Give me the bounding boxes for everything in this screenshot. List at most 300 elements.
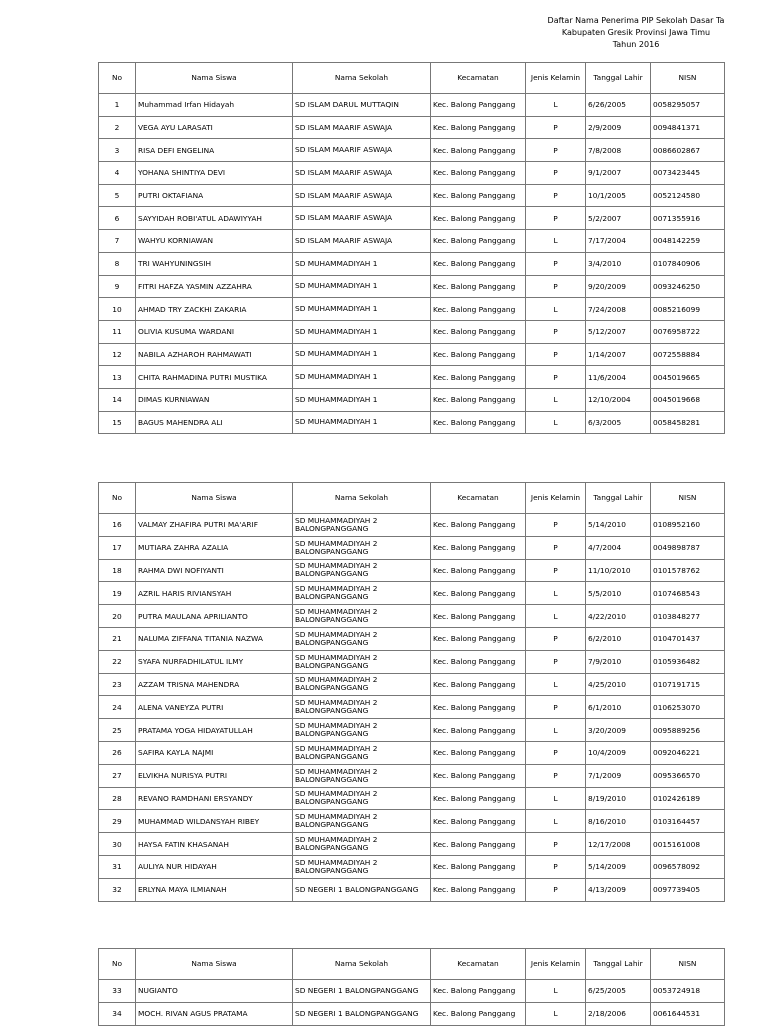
cell-jenis-kelamin: P <box>526 650 586 673</box>
cell-nisn: 0085216099 <box>651 298 725 321</box>
cell-no: 29 <box>99 810 136 833</box>
cell-kecamatan: Kec. Balong Panggang <box>431 980 526 1003</box>
cell-nisn: 0102426189 <box>651 787 725 810</box>
cell-jenis-kelamin: L <box>526 230 586 253</box>
cell-no: 10 <box>99 298 136 321</box>
cell-jenis-kelamin: P <box>526 366 586 389</box>
cell-kecamatan: Kec. Balong Panggang <box>431 536 526 559</box>
cell-nisn: 0061644531 <box>651 1002 725 1025</box>
cell-nisn: 0052124580 <box>651 184 725 207</box>
col-header-nisn: NISN <box>651 483 725 514</box>
cell-nama-siswa: OLIVIA KUSUMA WARDANI <box>136 320 293 343</box>
cell-nama-siswa: AULIYA NUR HIDAYAH <box>136 855 293 878</box>
cell-no: 24 <box>99 696 136 719</box>
col-header-nama-siswa: Nama Siswa <box>136 63 293 94</box>
cell-tanggal-lahir: 5/2/2007 <box>586 207 651 230</box>
cell-tanggal-lahir: 5/5/2010 <box>586 582 651 605</box>
cell-jenis-kelamin: L <box>526 980 586 1003</box>
cell-nama-sekolah: SD ISLAM MAARIF ASWAJA <box>293 184 431 207</box>
table-row <box>99 605 725 628</box>
cell-tanggal-lahir: 10/1/2005 <box>586 184 651 207</box>
cell-nama-siswa: VEGA AYU LARASATI <box>136 116 293 139</box>
cell-tanggal-lahir: 6/1/2010 <box>586 696 651 719</box>
table-header-row <box>99 483 725 514</box>
table-row <box>99 582 725 605</box>
cell-tanggal-lahir: 4/22/2010 <box>586 605 651 628</box>
cell-kecamatan: Kec. Balong Panggang <box>431 1002 526 1025</box>
header-region: Kabupaten Gresik Provinsi Jawa Timu <box>561 28 711 37</box>
cell-jenis-kelamin: P <box>526 207 586 230</box>
cell-no: 16 <box>99 514 136 537</box>
cell-nama-siswa: SAYYIDAH ROBI'ATUL ADAWIYYAH <box>136 207 293 230</box>
cell-tanggal-lahir: 6/25/2005 <box>586 980 651 1003</box>
cell-nama-sekolah: SD MUHAMMADIYAH 1 <box>293 343 431 366</box>
cell-kecamatan: Kec. Balong Panggang <box>431 184 526 207</box>
cell-tanggal-lahir: 9/1/2007 <box>586 162 651 185</box>
col-header-jenis-kelamin: Jenis Kelamin <box>526 63 586 94</box>
table-row <box>99 343 725 366</box>
cell-kecamatan: Kec. Balong Panggang <box>431 366 526 389</box>
cell-jenis-kelamin: L <box>526 582 586 605</box>
col-header-jenis-kelamin: Jenis Kelamin <box>526 483 586 514</box>
table-row <box>99 764 725 787</box>
cell-kecamatan: Kec. Balong Panggang <box>431 162 526 185</box>
cell-jenis-kelamin: P <box>526 116 586 139</box>
cell-kecamatan: Kec. Balong Panggang <box>431 320 526 343</box>
cell-jenis-kelamin: P <box>526 741 586 764</box>
cell-nama-siswa: AHMAD TRY ZACKHI ZAKARIA <box>136 298 293 321</box>
cell-no: 22 <box>99 650 136 673</box>
cell-no: 33 <box>99 980 136 1003</box>
cell-nama-sekolah: SD MUHAMMADIYAH 2 BALONGPANGGANG <box>293 719 431 742</box>
cell-kecamatan: Kec. Balong Panggang <box>431 230 526 253</box>
table-row <box>99 878 725 901</box>
cell-nama-siswa: YOHANA SHINTIYA DEVI <box>136 162 293 185</box>
cell-tanggal-lahir: 5/12/2007 <box>586 320 651 343</box>
cell-tanggal-lahir: 1/14/2007 <box>586 343 651 366</box>
cell-no: 25 <box>99 719 136 742</box>
cell-nama-siswa: CHITA RAHMADINA PUTRI MUSTIKA <box>136 366 293 389</box>
cell-tanggal-lahir: 10/4/2009 <box>586 741 651 764</box>
cell-nama-sekolah: SD MUHAMMADIYAH 2 BALONGPANGGANG <box>293 582 431 605</box>
cell-jenis-kelamin: P <box>526 627 586 650</box>
cell-no: 17 <box>99 536 136 559</box>
cell-nisn: 0071355916 <box>651 207 725 230</box>
document-header <box>480 15 768 51</box>
cell-jenis-kelamin: L <box>526 94 586 117</box>
cell-nama-sekolah: SD MUHAMMADIYAH 1 <box>293 388 431 411</box>
cell-kecamatan: Kec. Balong Panggang <box>431 673 526 696</box>
cell-no: 30 <box>99 833 136 856</box>
cell-nama-siswa: NUGIANTO <box>136 980 293 1003</box>
col-header-nama-siswa: Nama Siswa <box>136 483 293 514</box>
cell-no: 7 <box>99 230 136 253</box>
cell-nisn: 0094841371 <box>651 116 725 139</box>
col-header-tanggal-lahir: Tanggal Lahir <box>586 63 651 94</box>
cell-nama-siswa: MOCH. RIVAN AGUS PRATAMA <box>136 1002 293 1025</box>
cell-nama-sekolah: SD MUHAMMADIYAH 2 BALONGPANGGANG <box>293 605 431 628</box>
table-row <box>99 298 725 321</box>
cell-nama-siswa: NABILA AZHAROH RAHMAWATI <box>136 343 293 366</box>
cell-nama-sekolah: SD MUHAMMADIYAH 1 <box>293 320 431 343</box>
cell-kecamatan: Kec. Balong Panggang <box>431 627 526 650</box>
table-row <box>99 388 725 411</box>
cell-kecamatan: Kec. Balong Panggang <box>431 116 526 139</box>
cell-tanggal-lahir: 12/10/2004 <box>586 388 651 411</box>
cell-nama-sekolah: SD MUHAMMADIYAH 2 BALONGPANGGANG <box>293 810 431 833</box>
cell-kecamatan: Kec. Balong Panggang <box>431 275 526 298</box>
table-row <box>99 207 725 230</box>
cell-jenis-kelamin: L <box>526 1002 586 1025</box>
cell-tanggal-lahir: 11/10/2010 <box>586 559 651 582</box>
cell-kecamatan: Kec. Balong Panggang <box>431 855 526 878</box>
cell-tanggal-lahir: 7/9/2010 <box>586 650 651 673</box>
table-row <box>99 514 725 537</box>
cell-nama-sekolah: SD ISLAM MAARIF ASWAJA <box>293 139 431 162</box>
cell-nisn: 0093246250 <box>651 275 725 298</box>
col-header-nama-sekolah: Nama Sekolah <box>293 63 431 94</box>
recipient-table-3 <box>98 948 725 1026</box>
cell-nama-sekolah: SD ISLAM MAARIF ASWAJA <box>293 162 431 185</box>
cell-no: 2 <box>99 116 136 139</box>
cell-nisn: 0103848277 <box>651 605 725 628</box>
table-row <box>99 94 725 117</box>
cell-nama-siswa: ELVIKHA NURISYA PUTRI <box>136 764 293 787</box>
cell-kecamatan: Kec. Balong Panggang <box>431 741 526 764</box>
cell-no: 5 <box>99 184 136 207</box>
cell-nama-sekolah: SD MUHAMMADIYAH 2 BALONGPANGGANG <box>293 536 431 559</box>
cell-jenis-kelamin: L <box>526 673 586 696</box>
cell-nisn: 0086602867 <box>651 139 725 162</box>
table-row <box>99 650 725 673</box>
cell-nama-siswa: WAHYU KORNIAWAN <box>136 230 293 253</box>
table-row <box>99 230 725 253</box>
cell-no: 31 <box>99 855 136 878</box>
cell-tanggal-lahir: 8/19/2010 <box>586 787 651 810</box>
cell-nama-sekolah: SD ISLAM DARUL MUTTAQIN <box>293 94 431 117</box>
cell-kecamatan: Kec. Balong Panggang <box>431 343 526 366</box>
cell-nama-sekolah: SD MUHAMMADIYAH 1 <box>293 252 431 275</box>
table-body <box>99 514 725 902</box>
cell-nisn: 0058295057 <box>651 94 725 117</box>
cell-nama-siswa: MUTIARA ZAHRA AZALIA <box>136 536 293 559</box>
cell-nama-siswa: SYAFA NURFADHILATUL ILMY <box>136 650 293 673</box>
table-row <box>99 184 725 207</box>
cell-kecamatan: Kec. Balong Panggang <box>431 878 526 901</box>
table-row <box>99 696 725 719</box>
cell-jenis-kelamin: L <box>526 411 586 434</box>
table-row <box>99 810 725 833</box>
cell-tanggal-lahir: 5/14/2009 <box>586 855 651 878</box>
cell-nama-siswa: BAGUS MAHENDRA ALI <box>136 411 293 434</box>
table-body <box>99 94 725 434</box>
cell-nisn: 0107468543 <box>651 582 725 605</box>
col-header-kecamatan: Kecamatan <box>431 63 526 94</box>
cell-nisn: 0015161008 <box>651 833 725 856</box>
cell-nama-siswa: AZZAM TRISNA MAHENDRA <box>136 673 293 696</box>
cell-nisn: 0095889256 <box>651 719 725 742</box>
cell-jenis-kelamin: L <box>526 787 586 810</box>
cell-nisn: 0053724918 <box>651 980 725 1003</box>
cell-no: 15 <box>99 411 136 434</box>
table-row <box>99 411 725 434</box>
cell-nisn: 0049898787 <box>651 536 725 559</box>
cell-kecamatan: Kec. Balong Panggang <box>431 833 526 856</box>
cell-tanggal-lahir: 6/26/2005 <box>586 94 651 117</box>
cell-jenis-kelamin: P <box>526 833 586 856</box>
col-header-nama-sekolah: Nama Sekolah <box>293 949 431 980</box>
cell-no: 21 <box>99 627 136 650</box>
cell-tanggal-lahir: 2/9/2009 <box>586 116 651 139</box>
cell-nama-sekolah: SD NEGERI 1 BALONGPANGGANG <box>293 1002 431 1025</box>
cell-nama-sekolah: SD ISLAM MAARIF ASWAJA <box>293 207 431 230</box>
cell-nama-sekolah: SD MUHAMMADIYAH 2 BALONGPANGGANG <box>293 833 431 856</box>
cell-no: 13 <box>99 366 136 389</box>
table-row <box>99 162 725 185</box>
cell-nama-siswa: VALMAY ZHAFIRA PUTRI MA'ARIF <box>136 514 293 537</box>
cell-nama-sekolah: SD NEGERI 1 BALONGPANGGANG <box>293 878 431 901</box>
cell-nisn: 0104701437 <box>651 627 725 650</box>
cell-nisn: 0105936482 <box>651 650 725 673</box>
cell-no: 23 <box>99 673 136 696</box>
table-row <box>99 719 725 742</box>
cell-kecamatan: Kec. Balong Panggang <box>431 207 526 230</box>
cell-no: 9 <box>99 275 136 298</box>
cell-tanggal-lahir: 6/3/2005 <box>586 411 651 434</box>
cell-jenis-kelamin: P <box>526 514 586 537</box>
cell-jenis-kelamin: P <box>526 343 586 366</box>
cell-no: 4 <box>99 162 136 185</box>
table-row <box>99 741 725 764</box>
cell-nama-sekolah: SD MUHAMMADIYAH 1 <box>293 298 431 321</box>
cell-nama-siswa: RAHMA DWI NOFIYANTI <box>136 559 293 582</box>
table-row <box>99 1002 725 1025</box>
cell-nisn: 0096578092 <box>651 855 725 878</box>
table-row <box>99 855 725 878</box>
cell-nisn: 0058458281 <box>651 411 725 434</box>
header-year: Tahun 2016 <box>612 40 660 49</box>
cell-nama-sekolah: SD MUHAMMADIYAH 2 BALONGPANGGANG <box>293 650 431 673</box>
cell-nisn: 0045019668 <box>651 388 725 411</box>
cell-kecamatan: Kec. Balong Panggang <box>431 252 526 275</box>
cell-kecamatan: Kec. Balong Panggang <box>431 94 526 117</box>
col-header-no: No <box>99 949 136 980</box>
cell-nisn: 0076958722 <box>651 320 725 343</box>
cell-kecamatan: Kec. Balong Panggang <box>431 298 526 321</box>
cell-no: 3 <box>99 139 136 162</box>
cell-nama-siswa: AZRIL HARIS RIVIANSYAH <box>136 582 293 605</box>
cell-no: 34 <box>99 1002 136 1025</box>
cell-kecamatan: Kec. Balong Panggang <box>431 764 526 787</box>
cell-tanggal-lahir: 4/7/2004 <box>586 536 651 559</box>
cell-nama-siswa: PUTRI OKTAFIANA <box>136 184 293 207</box>
cell-jenis-kelamin: L <box>526 719 586 742</box>
cell-tanggal-lahir: 8/16/2010 <box>586 810 651 833</box>
recipient-table-1 <box>98 62 725 434</box>
cell-nisn: 0103164457 <box>651 810 725 833</box>
cell-nisn: 0107840906 <box>651 252 725 275</box>
table-row <box>99 116 725 139</box>
cell-tanggal-lahir: 6/2/2010 <box>586 627 651 650</box>
col-header-nisn: NISN <box>651 63 725 94</box>
cell-nama-sekolah: SD MUHAMMADIYAH 2 BALONGPANGGANG <box>293 559 431 582</box>
cell-no: 28 <box>99 787 136 810</box>
cell-nama-sekolah: SD MUHAMMADIYAH 2 BALONGPANGGANG <box>293 514 431 537</box>
cell-no: 26 <box>99 741 136 764</box>
cell-no: 20 <box>99 605 136 628</box>
table-row <box>99 320 725 343</box>
cell-kecamatan: Kec. Balong Panggang <box>431 582 526 605</box>
cell-tanggal-lahir: 7/8/2008 <box>586 139 651 162</box>
cell-nisn: 0095366570 <box>651 764 725 787</box>
cell-no: 19 <box>99 582 136 605</box>
col-header-jenis-kelamin: Jenis Kelamin <box>526 949 586 980</box>
table-row <box>99 673 725 696</box>
table-row <box>99 252 725 275</box>
col-header-kecamatan: Kecamatan <box>431 483 526 514</box>
col-header-nisn: NISN <box>651 949 725 980</box>
cell-kecamatan: Kec. Balong Panggang <box>431 696 526 719</box>
cell-nama-siswa: Muhammad Irfan Hidayah <box>136 94 293 117</box>
cell-jenis-kelamin: P <box>526 162 586 185</box>
table-row <box>99 559 725 582</box>
cell-kecamatan: Kec. Balong Panggang <box>431 559 526 582</box>
table-row <box>99 366 725 389</box>
cell-nama-siswa: DIMAS KURNIAWAN <box>136 388 293 411</box>
cell-nama-siswa: HAYSA FATIN KHASANAH <box>136 833 293 856</box>
cell-nama-sekolah: SD MUHAMMADIYAH 2 BALONGPANGGANG <box>293 855 431 878</box>
cell-jenis-kelamin: P <box>526 878 586 901</box>
cell-nama-sekolah: SD ISLAM MAARIF ASWAJA <box>293 230 431 253</box>
cell-nisn: 0072558884 <box>651 343 725 366</box>
cell-jenis-kelamin: P <box>526 696 586 719</box>
cell-tanggal-lahir: 11/6/2004 <box>586 366 651 389</box>
table-header-row <box>99 63 725 94</box>
cell-nama-sekolah: SD MUHAMMADIYAH 1 <box>293 275 431 298</box>
cell-jenis-kelamin: P <box>526 139 586 162</box>
cell-nama-siswa: SAFIRA KAYLA NAJMI <box>136 741 293 764</box>
table-row <box>99 275 725 298</box>
col-header-tanggal-lahir: Tanggal Lahir <box>586 949 651 980</box>
cell-kecamatan: Kec. Balong Panggang <box>431 605 526 628</box>
cell-nama-siswa: PRATAMA YOGA HIDAYATULLAH <box>136 719 293 742</box>
cell-kecamatan: Kec. Balong Panggang <box>431 787 526 810</box>
table-row <box>99 139 725 162</box>
cell-tanggal-lahir: 3/4/2010 <box>586 252 651 275</box>
cell-jenis-kelamin: P <box>526 764 586 787</box>
cell-no: 8 <box>99 252 136 275</box>
table-row <box>99 536 725 559</box>
cell-nama-sekolah: SD MUHAMMADIYAH 1 <box>293 411 431 434</box>
table-row <box>99 833 725 856</box>
cell-jenis-kelamin: P <box>526 275 586 298</box>
cell-nama-sekolah: SD MUHAMMADIYAH 2 BALONGPANGGANG <box>293 787 431 810</box>
cell-tanggal-lahir: 7/17/2004 <box>586 230 651 253</box>
cell-nama-siswa: ERLYNA MAYA ILMIANAH <box>136 878 293 901</box>
cell-jenis-kelamin: L <box>526 810 586 833</box>
cell-nisn: 0048142259 <box>651 230 725 253</box>
cell-nisn: 0097739405 <box>651 878 725 901</box>
col-header-no: No <box>99 483 136 514</box>
cell-nama-siswa: ALENA VANEYZA PUTRI <box>136 696 293 719</box>
cell-nama-siswa: MUHAMMAD WILDANSYAH RIBEY <box>136 810 293 833</box>
col-header-kecamatan: Kecamatan <box>431 949 526 980</box>
cell-no: 1 <box>99 94 136 117</box>
cell-jenis-kelamin: P <box>526 320 586 343</box>
cell-jenis-kelamin: P <box>526 559 586 582</box>
cell-tanggal-lahir: 7/1/2009 <box>586 764 651 787</box>
cell-no: 11 <box>99 320 136 343</box>
cell-nisn: 0106253070 <box>651 696 725 719</box>
cell-nisn: 0108952160 <box>651 514 725 537</box>
col-header-nama-sekolah: Nama Sekolah <box>293 483 431 514</box>
cell-kecamatan: Kec. Balong Panggang <box>431 139 526 162</box>
table-row <box>99 980 725 1003</box>
cell-kecamatan: Kec. Balong Panggang <box>431 810 526 833</box>
cell-tanggal-lahir: 7/24/2008 <box>586 298 651 321</box>
cell-nama-sekolah: SD ISLAM MAARIF ASWAJA <box>293 116 431 139</box>
cell-tanggal-lahir: 12/17/2008 <box>586 833 651 856</box>
cell-nisn: 0101578762 <box>651 559 725 582</box>
cell-kecamatan: Kec. Balong Panggang <box>431 411 526 434</box>
cell-jenis-kelamin: P <box>526 536 586 559</box>
cell-nama-siswa: FITRI HAFZA YASMIN AZZAHRA <box>136 275 293 298</box>
cell-nama-siswa: RISA DEFI ENGELINA <box>136 139 293 162</box>
cell-nisn: 0073423445 <box>651 162 725 185</box>
cell-no: 14 <box>99 388 136 411</box>
table-row <box>99 627 725 650</box>
cell-nisn: 0045019665 <box>651 366 725 389</box>
cell-nama-sekolah: SD MUHAMMADIYAH 2 BALONGPANGGANG <box>293 764 431 787</box>
recipient-table-2 <box>98 482 725 902</box>
cell-jenis-kelamin: P <box>526 252 586 275</box>
cell-nama-sekolah: SD MUHAMMADIYAH 2 BALONGPANGGANG <box>293 741 431 764</box>
cell-kecamatan: Kec. Balong Panggang <box>431 514 526 537</box>
cell-no: 12 <box>99 343 136 366</box>
cell-no: 6 <box>99 207 136 230</box>
cell-nama-siswa: NALUMA ZIFFANA TITANIA NAZWA <box>136 627 293 650</box>
cell-tanggal-lahir: 3/20/2009 <box>586 719 651 742</box>
table-header-row <box>99 949 725 980</box>
col-header-tanggal-lahir: Tanggal Lahir <box>586 483 651 514</box>
cell-nisn: 0092046221 <box>651 741 725 764</box>
cell-nama-sekolah: SD NEGERI 1 BALONGPANGGANG <box>293 980 431 1003</box>
cell-nisn: 0107191715 <box>651 673 725 696</box>
col-header-no: No <box>99 63 136 94</box>
col-header-nama-siswa: Nama Siswa <box>136 949 293 980</box>
cell-kecamatan: Kec. Balong Panggang <box>431 388 526 411</box>
cell-nama-siswa: TRI WAHYUNINGSIH <box>136 252 293 275</box>
cell-nama-sekolah: SD MUHAMMADIYAH 2 BALONGPANGGANG <box>293 673 431 696</box>
cell-kecamatan: Kec. Balong Panggang <box>431 719 526 742</box>
cell-nama-siswa: PUTRA MAULANA APRILIANTO <box>136 605 293 628</box>
header-title: Daftar Nama Penerima PIP Sekolah Dasar Ta <box>547 16 725 25</box>
cell-no: 32 <box>99 878 136 901</box>
cell-kecamatan: Kec. Balong Panggang <box>431 650 526 673</box>
cell-jenis-kelamin: L <box>526 605 586 628</box>
cell-tanggal-lahir: 5/14/2010 <box>586 514 651 537</box>
cell-jenis-kelamin: L <box>526 298 586 321</box>
cell-jenis-kelamin: P <box>526 184 586 207</box>
cell-nama-siswa: REVANO RAMDHANI ERSYANDY <box>136 787 293 810</box>
cell-no: 27 <box>99 764 136 787</box>
cell-jenis-kelamin: L <box>526 388 586 411</box>
cell-jenis-kelamin: P <box>526 855 586 878</box>
cell-nama-sekolah: SD MUHAMMADIYAH 1 <box>293 366 431 389</box>
cell-tanggal-lahir: 4/25/2010 <box>586 673 651 696</box>
cell-nama-sekolah: SD MUHAMMADIYAH 2 BALONGPANGGANG <box>293 627 431 650</box>
table-row <box>99 787 725 810</box>
